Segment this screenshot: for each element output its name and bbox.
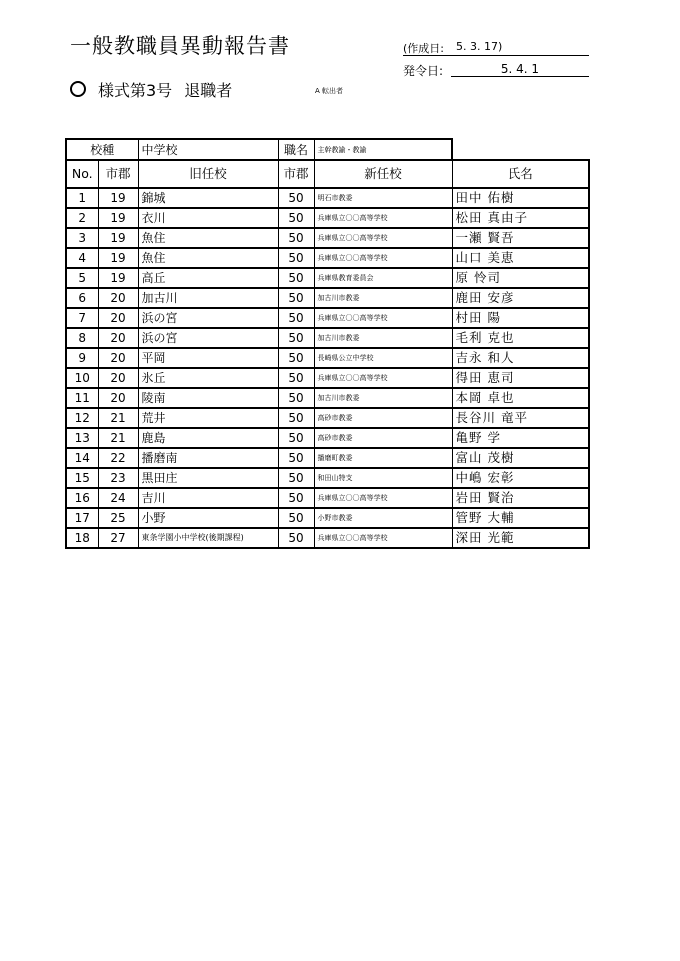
old-school: 魚住 (138, 248, 278, 268)
table-row (66, 308, 589, 328)
table-row (66, 468, 589, 488)
new-city-code: 50 (278, 288, 314, 308)
old-city-code: 20 (98, 388, 138, 408)
person-name: 管野 大輔 (452, 508, 589, 528)
col-header-old-city: 市郡 (98, 160, 138, 188)
new-school: 兵庫県立〇〇高等学校 (314, 248, 452, 268)
old-school: 陵南 (138, 388, 278, 408)
row-number: 7 (66, 308, 98, 328)
old-city-code: 23 (98, 468, 138, 488)
new-city-code: 50 (278, 308, 314, 328)
new-school: 加古川市教委 (314, 288, 452, 308)
row-number: 5 (66, 268, 98, 288)
old-city-code: 21 (98, 408, 138, 428)
table-row (66, 248, 589, 268)
new-school: 兵庫県立〇〇高等学校 (314, 528, 452, 548)
col-header-old-school: 旧任校 (138, 160, 278, 188)
person-name: 本岡 卓也 (452, 388, 589, 408)
row-number: 6 (66, 288, 98, 308)
table-row (66, 428, 589, 448)
table-row (66, 388, 589, 408)
new-school: 高砂市教委 (314, 428, 452, 448)
table-row (66, 268, 589, 288)
old-city-code: 20 (98, 288, 138, 308)
school-type-label: 校種 (66, 139, 138, 160)
position-label: 職名 (278, 139, 314, 160)
row-number: 11 (66, 388, 98, 408)
old-school: 荒井 (138, 408, 278, 428)
old-school: 衣川 (138, 208, 278, 228)
old-city-code: 20 (98, 368, 138, 388)
person-name: 岩田 賢治 (452, 488, 589, 508)
table-row (66, 528, 589, 548)
old-city-code: 19 (98, 268, 138, 288)
new-city-code: 50 (278, 388, 314, 408)
col-header-no: No. (66, 160, 98, 188)
new-city-code: 50 (278, 368, 314, 388)
row-number: 18 (66, 528, 98, 548)
new-school: 高砂市教委 (314, 408, 452, 428)
old-city-code: 20 (98, 308, 138, 328)
table-row (66, 228, 589, 248)
col-header-new-school: 新任校 (314, 160, 452, 188)
new-school: 兵庫県立〇〇高等学校 (314, 488, 452, 508)
column-header-row (66, 160, 589, 188)
form-heading (70, 78, 232, 101)
person-name: 原 怜司 (452, 268, 589, 288)
table-row (66, 408, 589, 428)
personnel-table (65, 138, 590, 549)
old-school: 播磨南 (138, 448, 278, 468)
row-number: 10 (66, 368, 98, 388)
row-number: 16 (66, 488, 98, 508)
person-name: 得田 恵司 (452, 368, 589, 388)
form-note: A 転出者 (315, 87, 344, 95)
old-school: 魚住 (138, 228, 278, 248)
person-name: 深田 光範 (452, 528, 589, 548)
new-city-code: 50 (278, 408, 314, 428)
old-school: 吉川 (138, 488, 278, 508)
new-city-code: 50 (278, 188, 314, 208)
person-name: 亀野 学 (452, 428, 589, 448)
document-title: 一般教職員異動報告書 (70, 34, 290, 58)
old-city-code: 24 (98, 488, 138, 508)
person-name: 松田 真由子 (452, 208, 589, 228)
old-city-code: 20 (98, 328, 138, 348)
table-row (66, 368, 589, 388)
row-number: 1 (66, 188, 98, 208)
table-row (66, 488, 589, 508)
new-school: 兵庫県教育委員会 (314, 268, 452, 288)
person-name: 毛利 克也 (452, 328, 589, 348)
person-name: 吉永 和人 (452, 348, 589, 368)
row-number: 17 (66, 508, 98, 528)
row-number: 13 (66, 428, 98, 448)
new-city-code: 50 (278, 528, 314, 548)
row-number: 2 (66, 208, 98, 228)
col-header-name: 氏名 (452, 160, 589, 188)
new-city-code: 50 (278, 468, 314, 488)
row-number: 15 (66, 468, 98, 488)
new-school: 兵庫県立〇〇高等学校 (314, 368, 452, 388)
new-school: 加古川市教委 (314, 328, 452, 348)
new-school: 播磨町教委 (314, 448, 452, 468)
old-city-code: 19 (98, 228, 138, 248)
created-date-label: (作成日: (403, 42, 444, 55)
table-row (66, 188, 589, 208)
issued-date-label: 発令日: (403, 64, 444, 78)
person-name: 田中 佑樹 (452, 188, 589, 208)
new-city-code: 50 (278, 328, 314, 348)
person-name: 一瀬 賢吾 (452, 228, 589, 248)
circle-icon (70, 81, 86, 97)
form-type: 退職者 (184, 81, 233, 100)
new-school: 明石市教委 (314, 188, 452, 208)
table-row (66, 328, 589, 348)
new-school: 加古川市教委 (314, 388, 452, 408)
new-school: 長崎県公立中学校 (314, 348, 452, 368)
person-name: 長谷川 竜平 (452, 408, 589, 428)
new-school: 兵庫県立〇〇高等学校 (314, 208, 452, 228)
new-school: 和田山特支 (314, 468, 452, 488)
old-city-code: 27 (98, 528, 138, 548)
old-school: 氷丘 (138, 368, 278, 388)
new-school: 兵庫県立〇〇高等学校 (314, 228, 452, 248)
table-row (66, 448, 589, 468)
old-city-code: 19 (98, 208, 138, 228)
col-header-new-city: 市郡 (278, 160, 314, 188)
person-name: 鹿田 安彦 (452, 288, 589, 308)
new-city-code: 50 (278, 508, 314, 528)
new-city-code: 50 (278, 348, 314, 368)
old-city-code: 21 (98, 428, 138, 448)
info-row (66, 139, 589, 160)
person-name: 山口 美恵 (452, 248, 589, 268)
issued-date-value: 5. 4. 1 (451, 62, 589, 77)
position-value: 主幹教諭・教諭 (314, 139, 452, 160)
table-body (66, 188, 589, 548)
row-number: 3 (66, 228, 98, 248)
old-city-code: 22 (98, 448, 138, 468)
row-number: 8 (66, 328, 98, 348)
table-row (66, 348, 589, 368)
new-city-code: 50 (278, 448, 314, 468)
old-school: 加古川 (138, 288, 278, 308)
old-school: 黒田庄 (138, 468, 278, 488)
table-row (66, 508, 589, 528)
old-school: 鹿島 (138, 428, 278, 448)
new-city-code: 50 (278, 428, 314, 448)
old-city-code: 25 (98, 508, 138, 528)
row-number: 9 (66, 348, 98, 368)
new-city-code: 50 (278, 268, 314, 288)
new-school: 兵庫県立〇〇高等学校 (314, 308, 452, 328)
person-name: 中嶋 宏彰 (452, 468, 589, 488)
created-date-value: 5. 3. 17) (456, 40, 503, 53)
form-number: 様式第3号 (98, 81, 173, 100)
new-school: 小野市教委 (314, 508, 452, 528)
old-city-code: 20 (98, 348, 138, 368)
new-city-code: 50 (278, 248, 314, 268)
issued-date (403, 62, 589, 77)
row-number: 12 (66, 408, 98, 428)
table-row (66, 288, 589, 308)
old-city-code: 19 (98, 188, 138, 208)
new-city-code: 50 (278, 228, 314, 248)
new-city-code: 50 (278, 208, 314, 228)
created-date (403, 40, 589, 56)
person-name: 村田 陽 (452, 308, 589, 328)
row-number: 4 (66, 248, 98, 268)
row-number: 14 (66, 448, 98, 468)
old-school: 浜の宮 (138, 308, 278, 328)
old-school: 高丘 (138, 268, 278, 288)
school-type-value: 中学校 (138, 139, 278, 160)
old-school: 平岡 (138, 348, 278, 368)
info-row-blank (452, 139, 589, 160)
old-city-code: 19 (98, 248, 138, 268)
old-school: 小野 (138, 508, 278, 528)
old-school: 東条学園小中学校(後期課程) (138, 528, 278, 548)
person-name: 富山 茂樹 (452, 448, 589, 468)
table-row (66, 208, 589, 228)
old-school: 浜の宮 (138, 328, 278, 348)
old-school: 錦城 (138, 188, 278, 208)
new-city-code: 50 (278, 488, 314, 508)
